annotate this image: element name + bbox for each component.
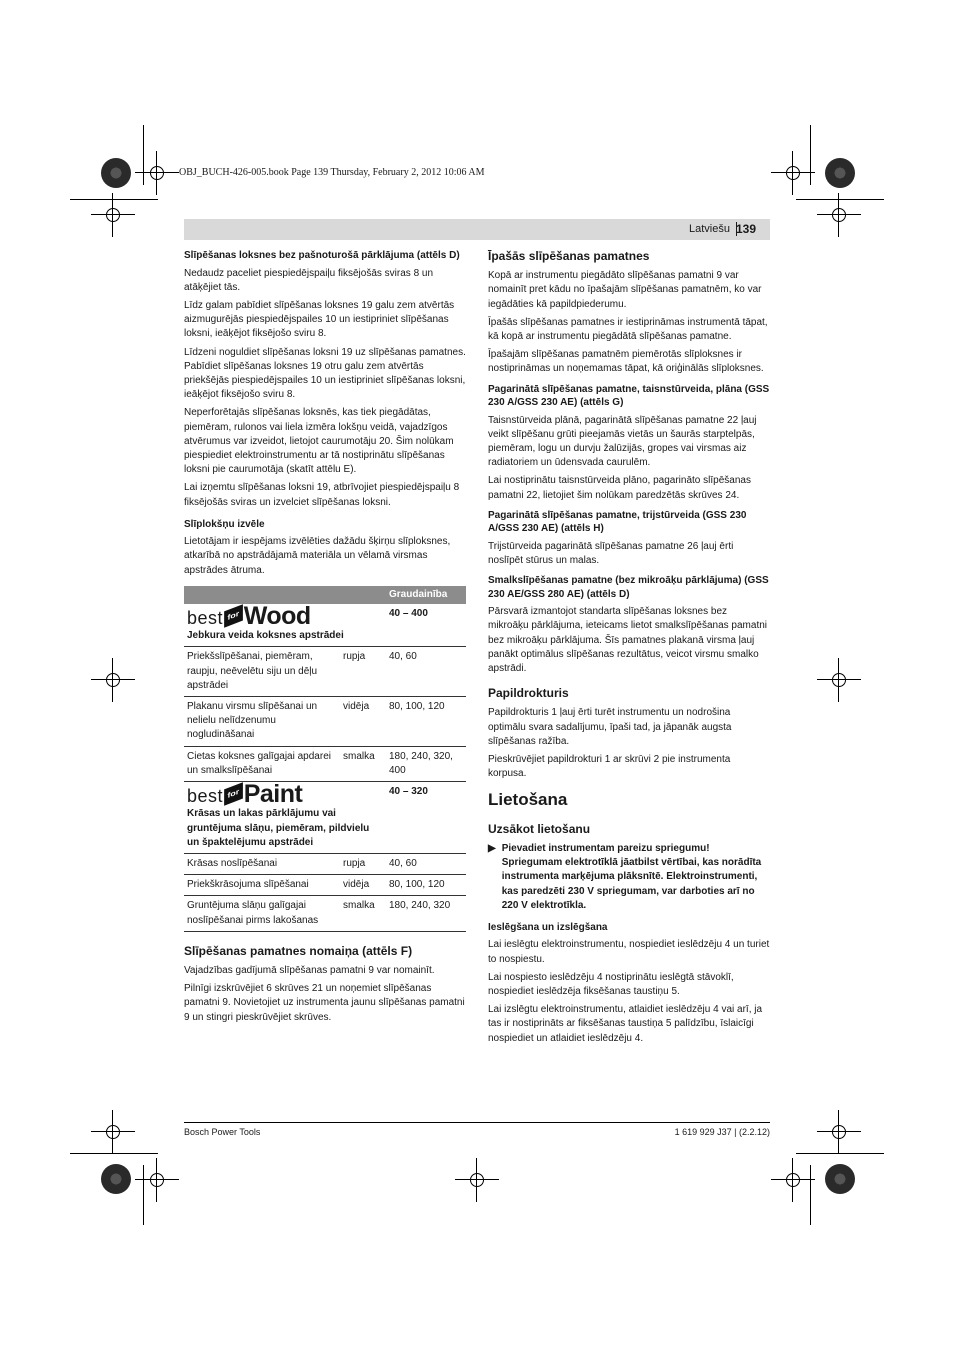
wood-description: Jebkura veida koksnes apstrādei (187, 630, 344, 642)
footer-brand: Bosch Power Tools (184, 1127, 261, 1137)
table-row: Priekšslīpēšanai, piemēram, raupju, neēvelētu siju un dēļu apstrādei rupja 40, 60 (184, 647, 466, 697)
paragraph: Lai nostiprinātu taisnstūrveida plāno, pagarināto slīpēšanas pamatni 22, lietojiet šim nolūkam paredzētās skrūves 24. (488, 475, 751, 501)
header-language: Latviešu (689, 223, 730, 235)
table-header-cell: Graudainība (386, 586, 466, 604)
paint-description: Krāsas un lakas pārklājumu vai gruntējuma slāņu, piemēram, pildvielu un špaktelējumu apstrādei (187, 808, 370, 848)
section-heading: Slīpēšanas loksnes bez pašnoturošā pārklājuma (attēls D) (184, 250, 460, 261)
registration-mark-bottom-right (825, 1164, 855, 1194)
table-row: Priekškrāsojuma slīpēšanai vidēja 80, 100, 120 (184, 875, 466, 896)
paint-grit: 40 – 320 (386, 782, 466, 854)
paragraph: Trijstūrveida pagarinātā slīpēšanas pamatne 26 ļauj ērti noslīpēt stūrus un malas. (488, 540, 734, 567)
table-row: Krāsas noslīpēšanai rupja 40, 60 (184, 853, 466, 874)
crop-line (810, 1165, 811, 1225)
crop-line (810, 125, 811, 185)
section-heading: Slīpēšanas pamatnes nomaiņa (attēls F) (184, 943, 413, 958)
crosshair-mark (103, 1122, 123, 1142)
chapter-title: Lietošana (488, 790, 568, 810)
paragraph: Pieskrūvējiet papildrokturi 1 ar skrūvi 2 pie instrumenta korpusa. (488, 754, 731, 780)
left-column (184, 249, 466, 1029)
section-heading: Papildrokturis (488, 686, 569, 701)
paragraph: Lietotājam ir iespējams izvēlēties dažādu šķirņu slīploksnes, atkarībā no apstrādājamā materiāla un vēlamā virsmas apstrādes ātruma. (184, 536, 451, 576)
paragraph: Īpašajām slīpēšanas pamatnēm piemērotās slīploksnes ir nostiprināmas un noņemamas tāpat, kā oriģinālās slīploksnes. (488, 349, 764, 375)
paragraph: Taisnstūrveida plānā, pagarinātā slīpēšanas pamatne 22 ļauj veikt slīpēšanu grūti pieejamās vietās un šaurās starptelpās, piemēram, logu un durvju žalūzijās, gropes vai virsmas aiz radiatoriem un ūdensvada caurulēm. (488, 414, 757, 469)
table-header-cell (340, 586, 386, 604)
crosshair-mark (829, 1122, 849, 1142)
section-heading: Uzsākot lietošanu (488, 821, 591, 836)
table-row: Plakanu virsmu slīpēšanai un nelielu nelīdzenumu nogludināšanai vidēja 80, 100, 120 (184, 697, 466, 747)
section-heading: Īpašās slīpēšanas pamatnes (488, 249, 650, 263)
warning-bullet (488, 842, 770, 913)
crosshair-mark (829, 205, 849, 225)
crosshair-mark (467, 1170, 487, 1190)
bullet-text: Pievadiet instrumentam pareizu spriegumu! Spriegumam elektrotīklā jāatbilst vērtībai, kas norādīta instrumenta marķējuma plāksnītē. Elektroinstrumenti, kas paredzēti 230 V spriegumam, var darboties arī no 220 V elektrotīkla. (501, 842, 762, 911)
section-heading: Pagarinātā slīpēšanas pamatne, taisnstūrveida, plāna (GSS 230 A/GSS 230 AE) (attēls G) (488, 383, 770, 409)
crop-line (70, 1153, 158, 1154)
page-footer (184, 1122, 770, 1137)
right-column (488, 249, 770, 1050)
paragraph: Līdz galam pabīdiet slīpēšanas loksnes 19 galu zem atvērtās aizmugurējās piespiedējspailes 10 un iestipriniet slīpēšanas loksni, ieāķējot fiksējošo sviru 8. (184, 299, 455, 340)
paragraph: Neperforētajās slīpēšanas loksnēs, kas tiek piegādātas, piemēram, rulonos vai liela izmēra lokšņu veidā, vajadzīgos atvērumus var izveidot, lietojot caurumotāju 20. Šim nolūkam piespiediet elektroinstrumentu ar tā nostiprinātu slīpēšanas loksni pie caurumotāja (skatīt attēlu E). (184, 407, 454, 476)
paragraph: Lai izslēgtu elektroinstrumentu, atlaidiet ieslēdzēju 4 vai arī, ja tas ir nostiprināts ar fiksēšanas taustiņa 5 palīdzību, īslaicīgi nospiediet un atlaidiet ieslēdzēju 4. (488, 1004, 763, 1044)
paragraph: Pilnīgi izskrūvējiet 6 skrūves 21 un noņemiet slīpēšanas pamatni 9. Novietojiet uz instrumenta jaunu slīpēšanas pamatni 9 un stingri pieskrūvējiet skrūves. (184, 983, 465, 1023)
table-row: Gruntējuma slāņu galīgajai noslīpēšanai pirms lakošanas smalka 180, 240, 320 (184, 896, 466, 931)
section-heading: Ieslēgšana un izslēgšana (488, 921, 608, 933)
paragraph: Papildrokturis 1 ļauj ērti turēt instrumentu un nodrošina optimālu svara sadalījumu, īpaši tad, ja jāpanāk augsta slīpēšanas ražība. (488, 707, 732, 747)
crosshair-mark (783, 1170, 803, 1190)
crosshair-mark (103, 205, 123, 225)
crosshair-mark (829, 670, 849, 690)
paragraph: Vajadzības gadījumā slīpēšanas pamatni 9 var nomainīt. (184, 964, 435, 976)
paragraph: Nedaudz paceliet piespiedējspaiļu fiksējošās sviras 8 un atāķējiet tās. (184, 267, 434, 293)
section-heading: Pagarinātā slīpēšanas pamatne, trijstūrveida (GSS 230 A/GSS 230 AE) (attēls H) (488, 509, 747, 535)
bullet-arrow-icon: ▶ (488, 842, 496, 854)
page-number: 139 (735, 222, 756, 236)
print-info-line: OBJ_BUCH-426-005.book Page 139 Thursday, February 2, 2012 10:06 AM (179, 167, 485, 178)
crop-line (796, 199, 884, 200)
best-for-wood-logo: best for Wood (187, 602, 311, 631)
crosshair-mark (147, 1170, 167, 1190)
grit-table (184, 586, 466, 932)
crosshair-mark (783, 163, 803, 183)
crosshair-mark (103, 670, 123, 690)
paragraph: Kopā ar instrumentu piegādāto slīpēšanas pamatni 9 var nomainīt pret kādu no īpašajām slīpēšanas pamatnēm, ko var iegādāties kā papildpiederumu. (488, 270, 762, 310)
paragraph: Lai ieslēgtu elektroinstrumentu, nospiediet ieslēdzēju 4 un turiet to nospiestu. (488, 939, 770, 965)
registration-mark-top-left (101, 158, 131, 188)
table-row: Cietas koksnes galīgajai apdarei un smalkslīpēšanai smalka 180, 240, 320, 400 (184, 746, 466, 781)
crop-line (70, 199, 158, 200)
best-for-wood-cell (184, 604, 386, 647)
wood-grit: 40 – 400 (389, 608, 428, 620)
crop-line (796, 1153, 884, 1154)
best-for-paint-cell (184, 782, 386, 854)
registration-mark-top-right (825, 158, 855, 188)
crosshair-mark (147, 163, 167, 183)
crop-line (143, 125, 144, 185)
page-header (184, 219, 770, 240)
paragraph: Lai izņemtu slīpēšanas loksni 19, atbrīvojiet piespiedējspaiļu 8 fiksējošās sviras un izvelciet slīpēšanas loksni. (184, 482, 460, 508)
registration-mark-bottom-left (101, 1164, 131, 1194)
footer-doc-number: 1 619 929 J37 | (2.2.12) (674, 1127, 770, 1137)
paragraph: Līdzeni noguldiet slīpēšanas loksni 19 uz slīpēšanas pamatnes. Pabīdiet slīpēšanas loksnes 19 otru galu zem atvērtās priekšējās piespiedējspailes 10 un iestipriniet slīpēšanas loksni, ieāķējot fiksējošo sviru 8. (184, 346, 466, 401)
crop-line (143, 1165, 144, 1225)
paragraph: Lai nospiesto ieslēdzēju 4 nostiprinātu ieslēgtā stāvoklī, nospiediet ieslēdzēja fiksēšanas taustiņu 5. (488, 971, 734, 998)
paragraph: Pārsvarā izmantojot standarta slīpēšanas loksnes bez mikroāķu pārklājuma, ieteicams lietot smalkslīpēšanas pamatni bez mikroāķu pārklājuma. Šīs pamatnes plakanā virsma ļauj panākt optimālus slīpēšanas rezultātus, veicot virsmu smalko apstrādi. (488, 606, 768, 675)
section-heading: Slīplokšņu izvēle (184, 518, 265, 530)
paragraph: Īpašās slīpēšanas pamatnes ir iestiprināmas instrumentā tāpat, kā kopā ar instrumentu piegādātā slīpēšanas pamatne. (488, 316, 768, 343)
best-for-paint-logo: best for Paint (187, 780, 303, 809)
section-heading: Smalkslīpēšanas pamatne (bez mikroāķu pārklājuma) (GSS 230 AE/GSS 280 AE) (attēls D) (488, 575, 769, 600)
